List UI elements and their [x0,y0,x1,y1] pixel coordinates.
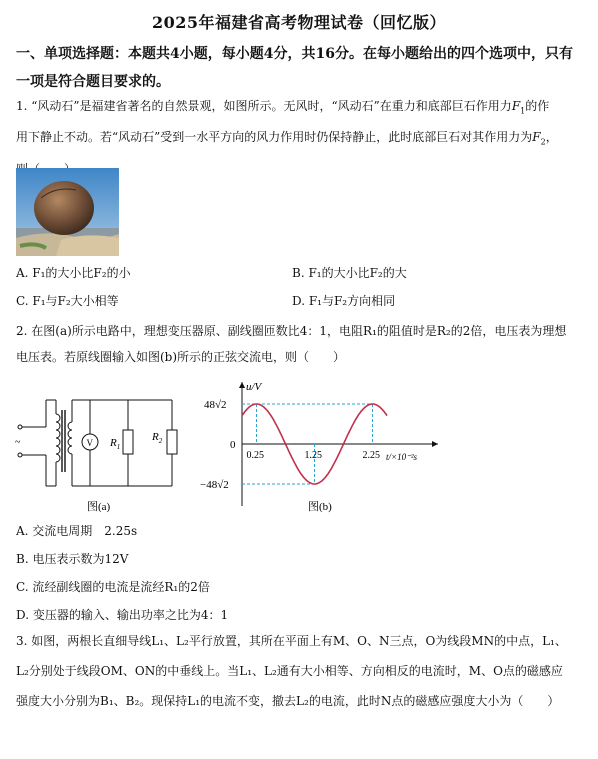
q1-option-c[interactable]: C. F₁与F₂大小相等 [16,294,119,308]
question-2-line-1: 2. 在图(a)所示电路中，理想变压器原、副线圈匝数比4：1，电阻R₁的阻值时是R₂的2倍，电压表为理想 [16,324,567,338]
question-2 [16,318,582,370]
y-tick-positive-peak: 48√2 [204,399,227,411]
q1-option-d[interactable]: D. F₁与F₂方向相同 [292,294,396,308]
resistor-r2-label: $R_2$ [152,431,163,445]
wind-rock-photo [16,168,119,256]
question-3-line-2: L₂分别处于线段OM、ON的中垂线上。当L₁、L₂通有大小相等、方向相反的电流时，M、O点的磁感应 [16,664,563,678]
question-2-line-2: 电压表。若原线圈输入如图(b)所示的正弦交流电，则（ ） [16,350,346,364]
q1-option-b[interactable]: B. F₁的大小比F₂的大 [292,266,407,280]
x-tick-label-3: 2.25 [362,450,380,461]
x-tick-label-2: 1.25 [304,450,322,461]
q2-option-b[interactable]: B. 电压表示数为12V [16,552,129,566]
x-axis-label: t/×10⁻²s [386,452,418,462]
question-3-line-1: 3. 如图，两根长直细导线L₁、L₂平行放置，其所在平面上有M、O、N三点，O为线段MN的中点，L₁、 [16,634,567,648]
x-tick-label-1: 0.25 [246,450,264,461]
page-title: 2025年福建省高考物理试卷（回忆版） [151,13,447,32]
figure-a-circuit [12,388,187,516]
voltmeter-label: V [86,438,93,448]
x-axis-arrow [432,441,438,447]
section-heading-line-2: 一项是符合题目要求的。 [16,74,170,90]
figure-b-caption: 图(b) [308,501,332,513]
question-1-line-2: 用下静止不动。若“风动石”受到一水平方向的风力作用时仍保持静止，此时底部巨石对其作用力为$F_2$， [16,130,558,147]
sine-chart [200,374,450,516]
question-3-line-3: 强度大小分别为B₁、B₂。现保持L₁的电流不变，撤去L₂的电流，此时N点的磁感应强度大小为（ ） [16,694,560,708]
q2-option-d[interactable]: D. 变压器的输入、输出功率之比为4：1 [16,608,229,622]
figure-b-chart [200,374,450,516]
section-heading-line-1: 一、单项选择题：本题共4小题，每小题4分，共16分。在每小题给出的四个选项中，只有 [16,46,573,62]
origin-label: 0 [230,439,236,451]
q1-option-a[interactable]: A. F₁的大小比F₂的小 [16,266,131,280]
question-3 [16,626,582,716]
ac-source-symbol: ~ [15,437,21,448]
y-tick-negative-peak: −48√2 [200,479,229,491]
question-1-line-1: 1. “风动石”是福建省著名的自然景观，如图所示。无风时，“风动石”在重力和底部巨石作用力$F_1$的作 [16,99,550,116]
y-axis-arrow [239,382,245,388]
q2-option-a[interactable]: A. 交流电周期 2.25s [16,524,138,538]
resistor-r1-label: $R_1$ [110,437,121,451]
section-heading [16,40,582,96]
figure-a-caption: 图(a) [87,501,111,513]
q2-option-c[interactable]: C. 流经副线圈的电流是流经R₁的2倍 [16,580,210,594]
y-axis-label: u/V [246,381,262,393]
